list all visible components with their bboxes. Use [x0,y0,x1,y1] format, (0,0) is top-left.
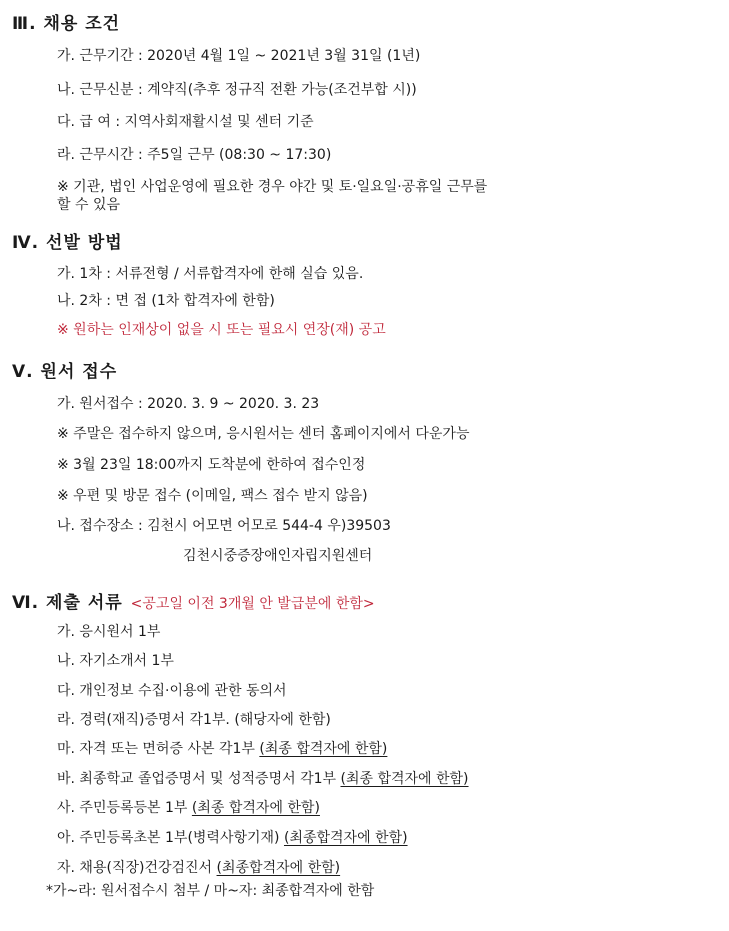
s3-item-2: 나. 근무신분 : 계약직(추후 정규직 전환 가능(조건부합 시)) [57,82,417,98]
section-6-subtitle: <공고일 이전 3개월 안 발급분에 한함> [130,596,375,612]
s5-note-3: ※ 우편 및 방문 접수 (이메일, 팩스 접수 받지 않음) [57,488,368,504]
section-4-heading: Ⅳ. 선발 방법 [12,233,123,253]
s4-item-1: 가. 1차 : 서류전형 / 서류합격자에 한해 실습 있음. [57,266,364,282]
s6-item-5: 마. 자격 또는 면허증 사본 각1부 (최종 합격자에 한함) [57,741,388,757]
s6-footer-note: *가~라: 원서접수시 첨부 / 마~자: 최종합격자에 한함 [46,883,375,899]
s5-note-2: ※ 3월 23일 18:00까지 도착분에 한하여 접수인정 [57,457,366,473]
s4-note: ※ 원하는 인재상이 없을 시 또는 필요시 연장(재) 공고 [57,322,386,338]
s3-note-line-2: 할 수 있음 [57,197,120,213]
s6-item-7: 사. 주민등록등본 1부 (최종 합격자에 한함) [57,800,320,816]
s6-item-4: 라. 경력(재직)증명서 각1부. (해당자에 한함) [57,712,331,728]
s6-item-5-note: (최종 합격자에 한함) [259,741,388,757]
s6-item-2: 나. 자기소개서 1부 [57,653,174,669]
s5-item-b: 나. 접수장소 : 김천시 어모면 어모로 544-4 우)39503 [57,518,391,534]
s5-item-b-line-2: 김천시중증장애인자립지원센터 [183,548,373,564]
section-6-heading [12,592,375,615]
s6-item-3: 다. 개인정보 수집·이용에 관한 동의서 [57,683,287,699]
s6-item-7-note: (최종 합격자에 한함) [191,800,320,816]
s6-item-8: 아. 주민등록초본 1부(병력사항기재) (최종합격자에 한함) [57,830,408,846]
s3-item-3: 다. 급 여 : 지역사회재활시설 및 센터 기준 [57,114,314,130]
s3-note-line-1: ※ 기관, 법인 사업운영에 필요한 경우 야간 및 토·일요일·공휴일 근무를 [57,179,488,195]
s6-item-9: 자. 채용(직장)건강검진서 (최종합격자에 한함) [57,860,341,876]
section-5-heading: Ⅴ. 원서 접수 [12,362,118,382]
s6-item-6-note: (최종 합격자에 한함) [340,771,469,787]
section-6-title: Ⅵ. 제출 서류 [12,593,123,613]
s3-item-4: 라. 근무시간 : 주5일 근무 (08:30 ~ 17:30) [57,147,332,163]
s6-item-9-note: (최종합격자에 한함) [216,860,341,876]
s5-note-1: ※ 주말은 접수하지 않으며, 응시원서는 센터 홈페이지에서 다운가능 [57,426,470,442]
s6-item-8-note: (최종합격자에 한함) [283,830,408,846]
s6-item-1: 가. 응시원서 1부 [57,624,161,640]
section-3-heading: Ⅲ. 채용 조건 [12,14,121,34]
s5-item-a: 가. 원서접수 : 2020. 3. 9 ~ 2020. 3. 23 [57,396,320,412]
s4-item-2: 나. 2차 : 면 접 (1차 합격자에 한함) [57,293,275,309]
s6-item-6: 바. 최종학교 졸업증명서 및 성적증명서 각1부 (최종 합격자에 한함) [57,771,469,787]
s3-item-1: 가. 근무기간 : 2020년 4월 1일 ~ 2021년 3월 31일 (1년) [57,48,421,64]
